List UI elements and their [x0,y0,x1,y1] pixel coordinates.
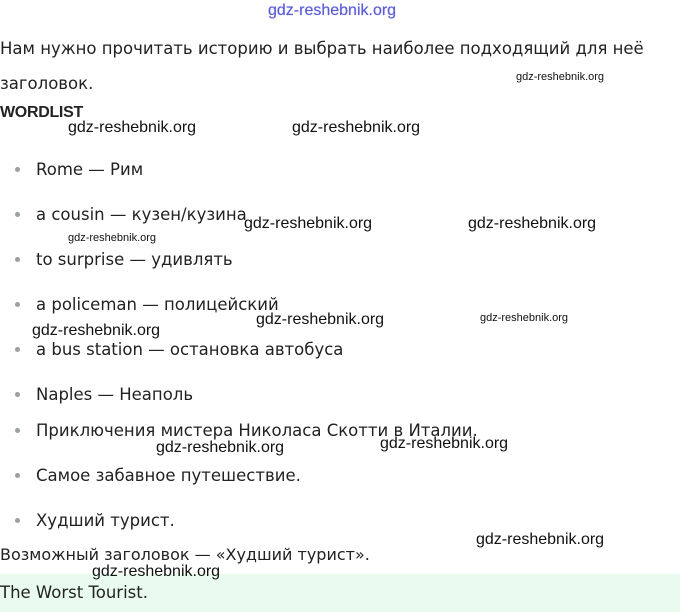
watermark: gdz-reshebnik.org [476,531,605,548]
list-item [15,508,175,532]
list-item-text: Самое забавное путешествие. [36,465,301,485]
list-item-text: to surprise — удивлять [36,249,233,269]
list-item [15,292,279,316]
watermark: gdz-reshebnik.org [32,322,161,339]
list-item-text: Худший турист. [36,510,175,530]
list-item-text: a cousin — кузен/кузина [36,204,247,224]
bullet-icon [15,518,20,523]
list-item [15,202,247,226]
list-item-text: a policeman — полицейский [36,294,279,314]
list-item [15,337,343,361]
watermark: gdz-reshebnik.org [244,215,373,232]
list-item-text: Rome — Рим [36,159,144,179]
bullet-icon [15,428,20,433]
watermark: gdz-reshebnik.org [292,119,421,136]
bullet-icon [15,167,20,172]
bullet-icon [15,347,20,352]
watermark: gdz-reshebnik.org [468,215,597,232]
list-item [15,382,193,406]
bullet-icon [15,257,20,262]
bullet-icon [15,212,20,217]
list-item [15,157,143,181]
watermark: gdz-reshebnik.org [480,312,569,324]
watermark: gdz-reshebnik.org [68,232,157,244]
bullet-icon [15,473,20,478]
bullet-icon [15,392,20,397]
intro-paragraph: Нам нужно прочитать историю и выбрать наиболее подходящий для неё заголовок. [0,39,644,93]
watermark: gdz-reshebnik.org [156,439,285,456]
bullet-icon [15,302,20,307]
list-item-text: a bus station — остановка автобуса [36,339,344,359]
watermark: gdz-reshebnik.org [256,311,385,328]
list-item [15,463,301,487]
list-item [15,247,233,271]
wordlist-heading: WORDLIST [0,104,83,121]
answer-english-text: The Worst Tourist. [0,583,148,602]
list-item-text: Приключения мистера Николаса Скотти в Италии. [36,420,478,440]
watermark: gdz-reshebnik.org [380,435,509,452]
list-item-text: Naples — Неаполь [36,384,194,404]
watermark: gdz-reshebnik.org [68,119,197,136]
watermark: gdz-reshebnik.org [516,71,605,83]
watermark: gdz-reshebnik.org [92,563,221,580]
answer-text: Возможный заголовок — «Худший турист». [0,545,370,564]
watermark-top: gdz-reshebnik.org [268,2,397,19]
